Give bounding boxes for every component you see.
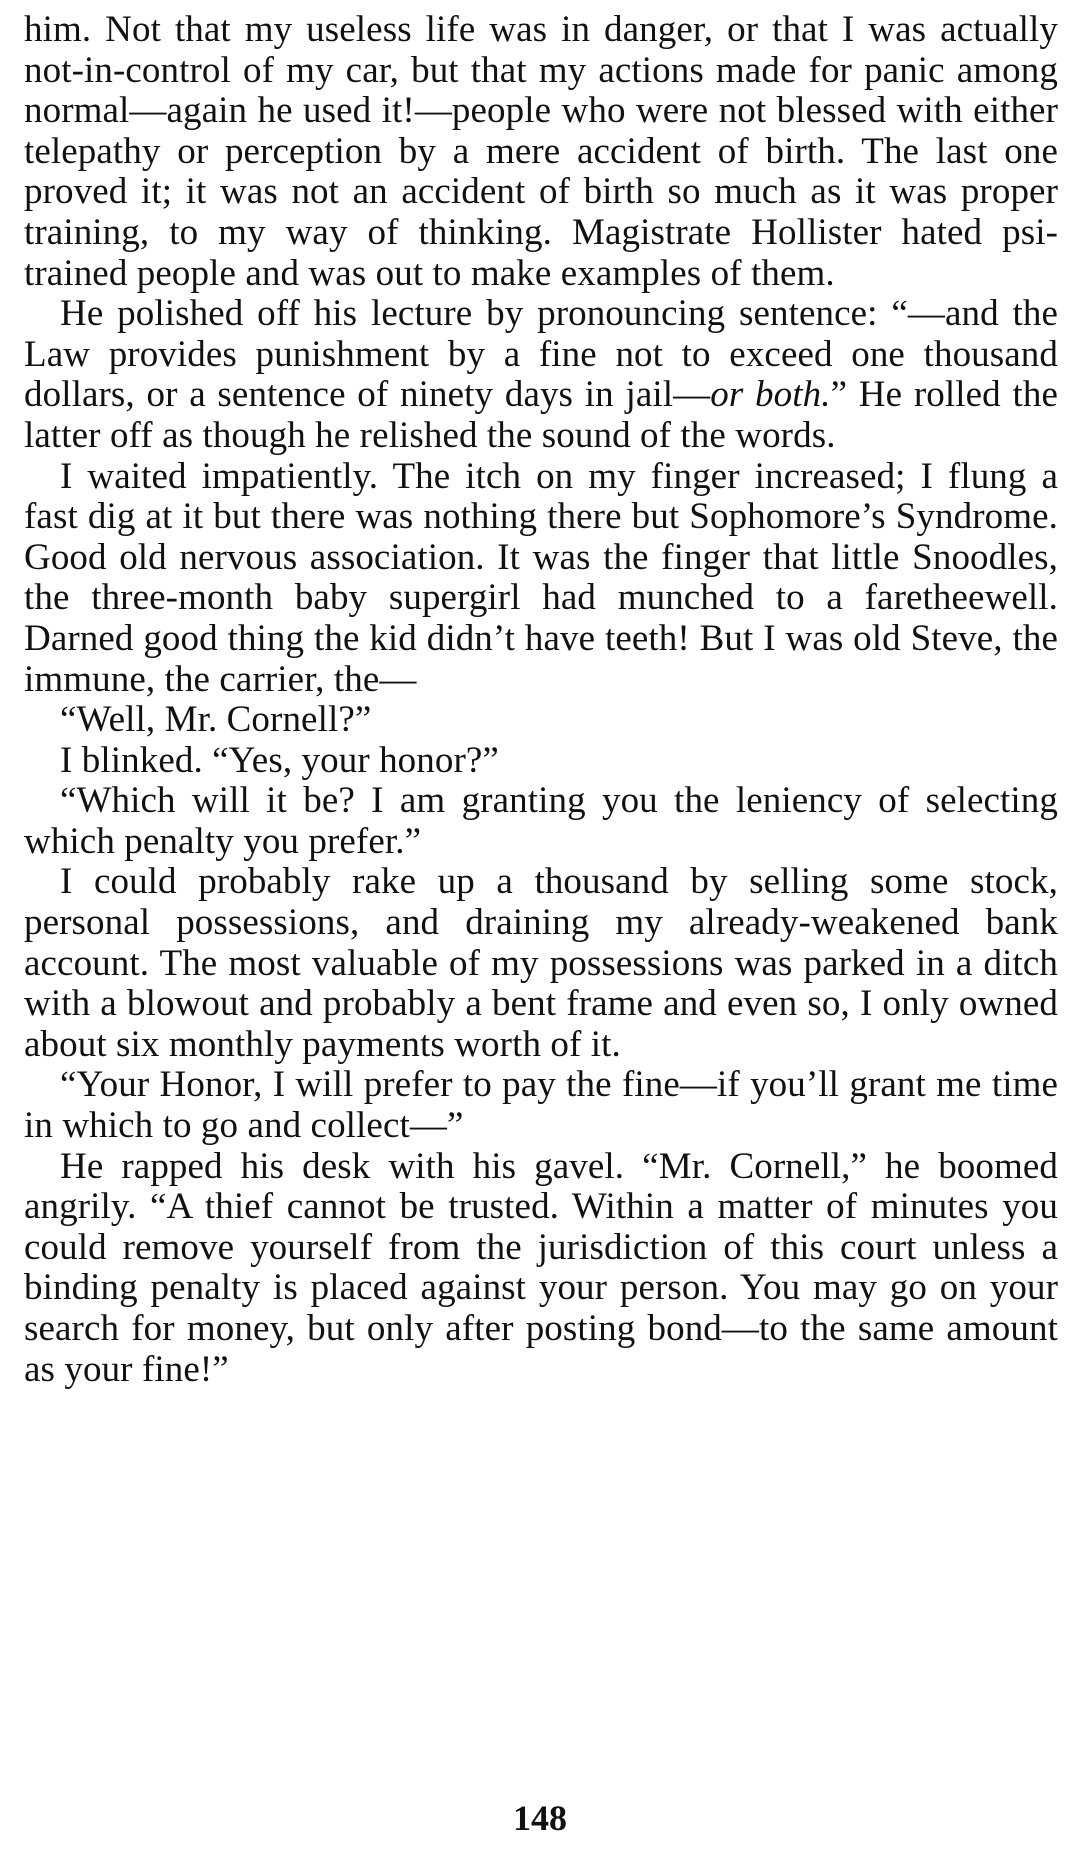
page-number: 148 <box>513 1798 567 1838</box>
paragraph: I could probably rake up a thousand by selling some stock, personal possessions, and draining my already-weakened bank account. The most valuable of my possessions was parked in a ditch with a blowout and probably a bent frame and even so, I only owned about six monthly payments worth of it. <box>24 861 1058 1065</box>
body-text <box>24 10 1058 1390</box>
paragraph-text: ” He rolled the latter off as though he relished the sound of the words. <box>24 374 1058 456</box>
italic-text: or both. <box>710 374 831 416</box>
paragraph: “Your Honor, I will prefer to pay the fine—if you’ll grant me time in which to go and collect—” <box>24 1064 1058 1147</box>
paragraph: I blinked. “Yes, your honor?” <box>60 739 499 781</box>
paragraph: He rapped his desk with his gavel. “Mr. Cornell,” he boomed angrily. “A thief cannot be trusted. Within a matter of minutes you could remove yourself from the jurisdiction of this court unless a binding penalty is placed against your person. You may go on your search for money, but only after posting bond—to the same amount as your fine!” <box>24 1145 1058 1390</box>
paragraph: “Which will it be? I am granting you the leniency of selecting which penalty you prefer.” <box>24 780 1058 862</box>
paragraph: him. Not that my useless life was in danger, or that I was actually not-in-control of my car, but that my actions made for panic among normal—again he used it!—people who were not blessed with either telepathy or perception by a mere accident of birth. The last one proved it; it was not an accident of birth so much as it was proper training, to my way of thinking. Magistrate Hollister hated psi-trained people and was out to make examples of them. <box>24 9 1058 294</box>
paragraph-text: He polished off his lecture by pronouncing sentence: “—and the Law provides punishment by a fine not to exceed one thousand dollars, or a sentence of ninety days in jail— <box>24 293 1058 416</box>
paragraph <box>24 294 1058 456</box>
paragraph: “Well, Mr. Cornell?” <box>60 699 372 741</box>
paragraph: I waited impatiently. The itch on my finger increased; I flung a fast dig at it but there was nothing there but Sophomore’s Syndrome. Good old nervous association. It was the finger that little Snoodles, the three-month baby supergirl had munched to a faretheewell. Darned good thing the kid didn’t have teeth! But I was old Steve, the immune, the carrier, the— <box>24 455 1058 700</box>
